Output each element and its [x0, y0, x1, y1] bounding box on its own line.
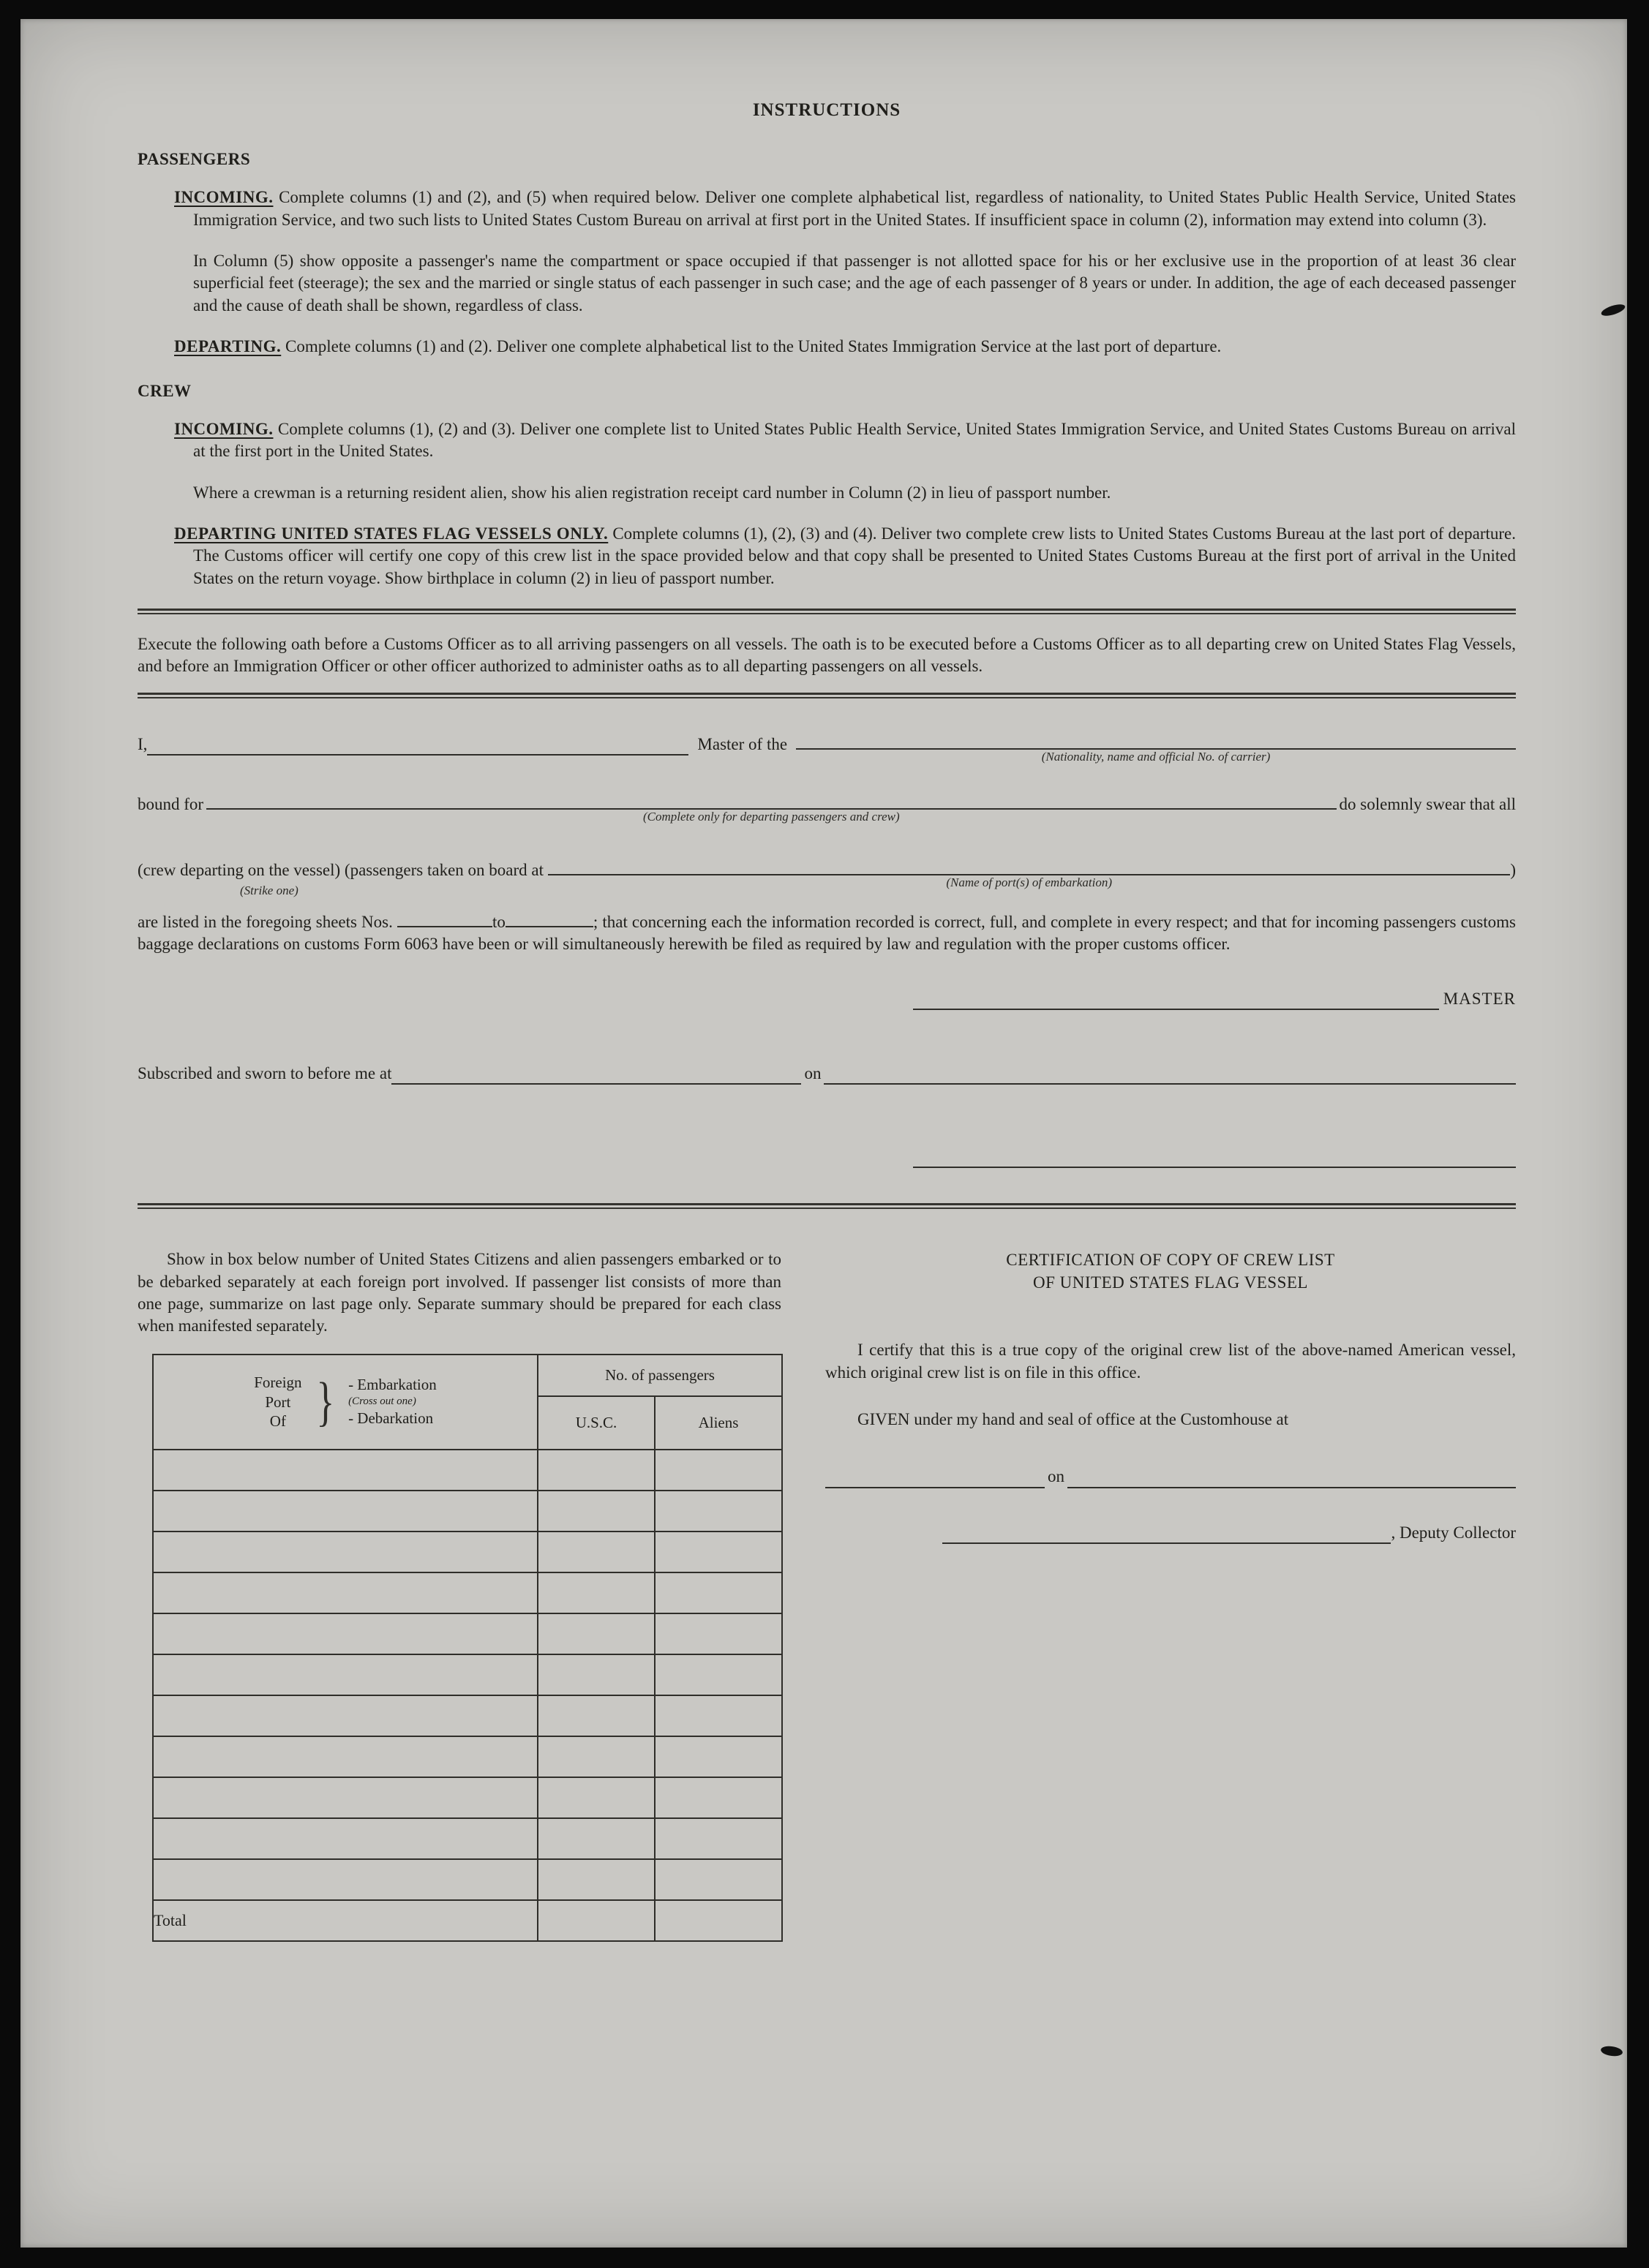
certification-title: CERTIFICATION OF COPY OF CREW LIST OF UNITED STATES FLAG VESSEL — [1006, 1251, 1335, 1292]
table-cell — [538, 1613, 655, 1654]
master-signature-blank — [913, 988, 1439, 1010]
debarkation-option: - Debarkation — [348, 1409, 434, 1428]
table-cell — [153, 1695, 538, 1736]
subscribed-place-blank — [391, 1063, 801, 1085]
port-summary-table — [152, 1354, 783, 1942]
passengers-incoming-text: Complete columns (1) and (2), and (5) when required below. Deliver one complete alphabetical list, regardless of nationality, to United States Public Health Service, United States Immigration Service, and two such lists to United States Custom Bureau on arrival at first port in the United States. If insufficient space in column (2), information may extend into column (3). — [193, 188, 1516, 229]
master-label: MASTER — [1443, 989, 1516, 1008]
table-row — [153, 1613, 782, 1654]
master-name-blank — [147, 734, 688, 756]
passengers-column5-paragraph: In Column (5) show opposite a passenger's name the compartment or space occupied if that passenger is not allotted space for his or her exclusive use in the proportion of at least 36 clear superficial feet (steerage); the sex and the married or single status of each passenger in such case; and the age of each passenger of 8 years or under. In addition, the age of each deceased passenger and the cause of death shall be shown, regardless of class. — [193, 252, 1516, 314]
crew-resident-alien-paragraph: Where a crewman is a returning resident alien, show his alien registration receipt card number in Column (2) in lieu of passport number. — [193, 483, 1111, 502]
passengers-count-header: No. of passengers — [538, 1355, 782, 1397]
page-content — [138, 98, 1516, 2218]
table-cell — [153, 1613, 538, 1654]
sheets-label: are listed in the foregoing sheets Nos. — [138, 912, 393, 931]
divider-rule — [138, 1203, 1516, 1209]
table-cell — [538, 1777, 655, 1818]
customhouse-line — [825, 1466, 1516, 1488]
table-cell — [655, 1777, 782, 1818]
subscribed-date-blank — [824, 1063, 1516, 1085]
table-cell — [538, 1450, 655, 1491]
passengers-heading: PASSENGERS — [138, 150, 251, 168]
crew-departing-text: Complete columns (1), (2), (3) and (4). Deliver two complete crew lists to United States Customs Bureau at the last port of departure. The Customs officer will certify one copy of this crew list in the space provided below and that copy shall be presented to United States Customs Bureau at the first port of arrival in the United States on the return voyage. Show birthplace in column (2) in lieu of passport number. — [193, 524, 1517, 587]
table-cell — [655, 1613, 782, 1654]
certify-paragraph: I certify that this is a true copy of the original crew list of the above-named American vessel, which original crew list is on file in this office. — [825, 1341, 1516, 1382]
passengers-departing-label: DEPARTING. — [174, 337, 282, 356]
divider-rule — [138, 693, 1516, 698]
embark-debark-options — [348, 1375, 437, 1429]
scan-artifact — [1600, 302, 1626, 318]
total-row — [153, 1900, 782, 1941]
deputy-collector-label: , Deputy Collector — [1391, 1523, 1516, 1542]
to-label: to — [492, 912, 506, 931]
table-cell — [655, 1736, 782, 1777]
swear-label: do solemnly swear that all — [1339, 795, 1516, 814]
passengers-incoming-label: INCOMING. — [174, 188, 274, 207]
table-row — [153, 1491, 782, 1532]
passengers-departing-text: Complete columns (1) and (2). Deliver one complete alphabetical list to the United States Immigration Service at the last port of departure. — [285, 337, 1222, 356]
table-cell — [538, 1859, 655, 1900]
bound-for-blank — [206, 808, 1336, 824]
i-label: I, — [138, 734, 148, 753]
table-cell — [538, 1695, 655, 1736]
table-cell — [538, 1532, 655, 1572]
aliens-header: Aliens — [655, 1396, 782, 1449]
crew-departing-paragraph — [174, 523, 1517, 589]
table-cell — [655, 1654, 782, 1695]
customhouse-place-blank — [825, 1466, 1045, 1488]
table-cell — [153, 1818, 538, 1859]
embarkation-line — [138, 859, 1516, 897]
divider-rule — [138, 609, 1516, 614]
subscribed-line — [138, 1063, 1516, 1085]
embarkation-option: - Embarkation — [348, 1375, 437, 1393]
oath-intro-paragraph: Execute the following oath before a Customs Officer as to all arriving passengers on all vessels. The oath is to be executed before a Customs Officer as to all departing crew on United States Flag Vessels, and before an Immigration Officer or other officer authorized to administer oaths as to all departing passengers on all vessels. — [138, 635, 1516, 676]
subscribed-on-label: on — [804, 1063, 822, 1082]
crew-departing-option-label: (crew departing on the vessel) (passengers taken on board at (Strike one) — [138, 859, 544, 881]
sheets-from-blank — [397, 911, 492, 927]
page-title: INSTRUCTIONS — [752, 100, 901, 120]
port-table-body — [153, 1450, 782, 1900]
sheets-text: ; that concerning each the information recorded is correct, full, and complete in every respect; and that for incoming passengers customs baggage declarations on customs Form 6063 have been or will simultaneously herewith be filed as required by law and regulation with the proper customs officer. — [138, 912, 1516, 954]
officer-signature-blank — [913, 1167, 1516, 1168]
master-of-label: Master of the — [697, 734, 788, 753]
table-row — [153, 1777, 782, 1818]
sheets-paragraph — [138, 911, 1516, 956]
table-row — [153, 1859, 782, 1900]
carrier-blank — [796, 748, 1516, 764]
bound-for-line — [138, 794, 1516, 824]
table-row — [153, 1736, 782, 1777]
scan-artifact — [1600, 2045, 1623, 2057]
table-cell — [655, 1859, 782, 1900]
embarkation-caption: (Name of port(s) of embarkation) — [946, 875, 1112, 890]
strike-one-caption: (Strike one) — [240, 883, 298, 897]
customhouse-date-blank — [1067, 1466, 1516, 1488]
table-cell — [153, 1532, 538, 1572]
certification-column — [825, 1248, 1516, 1544]
carrier-caption: (Nationality, name and official No. of carrier) — [1041, 749, 1271, 764]
subscribed-label: Subscribed and sworn to before me at — [138, 1063, 392, 1082]
table-cell — [538, 1818, 655, 1859]
table-row — [153, 1532, 782, 1572]
crew-incoming-paragraph — [174, 418, 1516, 463]
table-row — [153, 1572, 782, 1613]
customhouse-on-label: on — [1048, 1467, 1064, 1486]
deputy-signature-blank — [942, 1522, 1391, 1544]
table-cell — [538, 1491, 655, 1532]
table-cell — [655, 1818, 782, 1859]
close-paren: ) — [1510, 861, 1516, 880]
table-cell — [655, 1695, 782, 1736]
table-cell — [655, 1532, 782, 1572]
passengers-incoming-paragraph — [174, 187, 1516, 231]
table-row — [153, 1654, 782, 1695]
table-cell — [538, 1736, 655, 1777]
master-signature-line — [138, 988, 1516, 1010]
cross-out-caption: (Cross out one) — [348, 1395, 416, 1407]
passengers-departing-paragraph — [174, 336, 1516, 358]
total-usc-cell — [538, 1900, 655, 1941]
table-row — [153, 1695, 782, 1736]
total-label: Total — [153, 1900, 538, 1941]
foreign-port-label: Foreign Port Of — [254, 1374, 302, 1430]
table-header-row — [153, 1355, 782, 1397]
sheets-to-blank — [506, 911, 593, 927]
table-cell — [538, 1572, 655, 1613]
crew-heading: CREW — [138, 381, 192, 400]
usc-header: U.S.C. — [538, 1396, 655, 1449]
table-row — [153, 1818, 782, 1859]
table-cell — [655, 1491, 782, 1532]
table-cell — [153, 1859, 538, 1900]
table-cell — [153, 1491, 538, 1532]
officer-signature-line — [138, 1167, 1516, 1168]
embarkation-ports-blank — [548, 874, 1510, 890]
total-aliens-cell — [655, 1900, 782, 1941]
table-cell — [153, 1777, 538, 1818]
summary-note: Show in box below number of United States Citizens and alien passengers embarked or to be debarked separately at each foreign port involved. If passenger list consists of more than one page, summarize on last page only. Separate summary should be prepared for each class when manifested separately. — [138, 1250, 781, 1335]
table-cell — [153, 1572, 538, 1613]
table-cell — [538, 1654, 655, 1695]
foreign-port-header — [153, 1355, 538, 1450]
crew-departing-label: DEPARTING UNITED STATES FLAG VESSELS ONLY. — [174, 524, 609, 543]
table-cell — [655, 1572, 782, 1613]
crew-incoming-label: INCOMING. — [174, 419, 274, 438]
bound-for-label: bound for — [138, 795, 204, 814]
given-paragraph: GIVEN under my hand and seal of office at the Customhouse at — [857, 1410, 1289, 1429]
table-row — [153, 1450, 782, 1491]
bottom-section — [138, 1248, 1516, 1941]
crew-incoming-text: Complete columns (1), (2) and (3). Deliver one complete list to United States Public Health Service, United States Immigration Service, and United States Customs Bureau on arrival at the first port in the United States. — [193, 419, 1516, 461]
master-name-line — [138, 734, 1516, 764]
summary-column — [138, 1248, 781, 1941]
table-cell — [153, 1654, 538, 1695]
table-cell — [655, 1450, 782, 1491]
table-cell — [153, 1736, 538, 1777]
table-cell — [153, 1450, 538, 1491]
document-paper — [20, 19, 1627, 2248]
deputy-collector-line — [825, 1522, 1516, 1544]
brace-glyph: } — [315, 1371, 334, 1432]
bound-for-caption: (Complete only for departing passengers and crew) — [642, 810, 900, 824]
